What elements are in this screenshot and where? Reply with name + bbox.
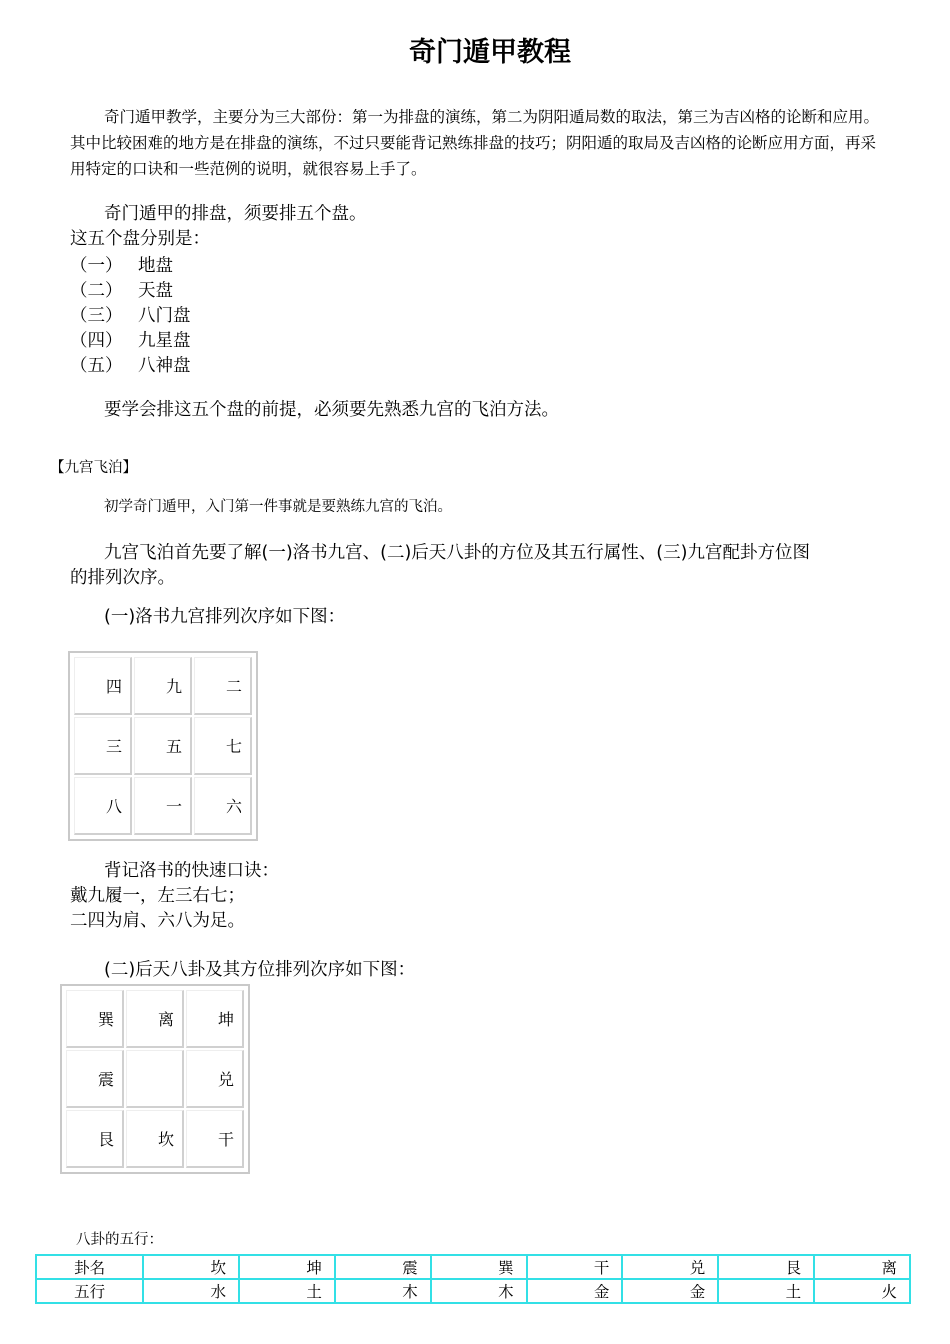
luoshu-cell: 二 [194,657,252,715]
bagua-cell: 震 [66,1050,124,1108]
list-item-number: （三） [70,306,123,326]
luoshu-cell: 五 [134,717,192,775]
list-item-number: （二） [70,281,123,301]
list-item-number: （一） [70,256,123,276]
first-step-line-1: 九宫飞泊首先要了解(一)洛书九宫、(二)后天八卦的方位及其五行属性、(三)九宫配卦方位图 [104,543,810,563]
list-item [70,352,191,377]
bagua-caption: (二)后天八卦及其方位排列次序如下图： [104,960,416,980]
luoshu-caption: (一)洛书九宫排列次序如下图： [104,607,346,627]
mnemonic-line-2: 二四为肩、六八为足。 [70,911,245,931]
list-item [70,277,173,302]
first-step-line-2: 的排列次序。 [70,568,175,588]
table-cell: 金 [622,1279,718,1303]
table-cell: 离 [814,1255,910,1279]
bagua-cell: 艮 [66,1110,124,1168]
bagua-cell: 离 [126,990,184,1048]
table-row [36,1255,910,1279]
paipan-paragraph: 奇门遁甲的排盘，须要排五个盘。 [104,204,367,224]
luoshu-cell: 六 [194,777,252,835]
table-cell: 木 [431,1279,527,1303]
list-item-label: 地盘 [138,256,173,276]
list-item [70,302,191,327]
bagua-cell: 坎 [126,1110,184,1168]
table-cell: 坤 [239,1255,335,1279]
list-item-number: （四） [70,331,123,351]
luoshu-cell: 一 [134,777,192,835]
page-title: 奇门遁甲教程 [409,37,571,68]
list-item [70,252,173,277]
bagua-cell: 坤 [186,990,244,1048]
luoshu-grid [68,651,258,841]
wuxing-caption: 八卦的五行： [76,1232,163,1248]
table-cell: 土 [718,1279,814,1303]
luoshu-cell: 三 [74,717,132,775]
list-item-label: 八门盘 [138,306,191,326]
list-item-label: 九星盘 [138,331,191,351]
section-heading: 【九宫飞泊】 [50,460,137,476]
bagua-cell [126,1050,184,1108]
table-cell: 干 [527,1255,623,1279]
list-item-label: 天盘 [138,281,173,301]
bagua-grid [60,984,250,1174]
bagua-cell: 巽 [66,990,124,1048]
list-item [70,327,191,352]
table-cell: 卦名 [36,1255,143,1279]
five-plates-intro: 这五个盘分别是： [70,229,210,249]
bagua-cell: 兑 [186,1050,244,1108]
table-cell: 巽 [431,1255,527,1279]
beginner-paragraph: 初学奇门遁甲，入门第一件事就是要熟练九宫的飞泊。 [104,499,452,515]
table-cell: 木 [335,1279,431,1303]
intro-paragraph: 奇门遁甲教学，主要分为三大部份：第一为排盘的演练，第二为阴阳遁局数的取法，第三为吉凶格的论断和应用。其中比较困难的地方是在排盘的演练，不过只要能背记熟练排盘的技巧；阴阳遁的取局及吉凶格的论断应用方面，再采用特定的口诀和一些范例的说明，就很容易上手了。 [70,108,880,178]
list-item-number: （五） [70,356,123,376]
bagua-cell: 干 [186,1110,244,1168]
table-cell: 土 [239,1279,335,1303]
mnemonic-title: 背记洛书的快速口诀： [104,861,279,881]
table-cell: 坎 [143,1255,239,1279]
luoshu-cell: 九 [134,657,192,715]
luoshu-cell: 四 [74,657,132,715]
table-cell: 震 [335,1255,431,1279]
mnemonic-line-1: 戴九履一，左三右七； [70,886,245,906]
table-cell: 五行 [36,1279,143,1303]
premise-paragraph: 要学会排这五个盘的前提，必须要先熟悉九宫的飞泊方法。 [104,400,559,420]
table-cell: 艮 [718,1255,814,1279]
list-item-label: 八神盘 [138,356,191,376]
luoshu-cell: 七 [194,717,252,775]
luoshu-cell: 八 [74,777,132,835]
wuxing-table [35,1254,911,1304]
table-row [36,1279,910,1303]
table-cell: 水 [143,1279,239,1303]
table-cell: 火 [814,1279,910,1303]
table-cell: 兑 [622,1255,718,1279]
table-cell: 金 [527,1279,623,1303]
